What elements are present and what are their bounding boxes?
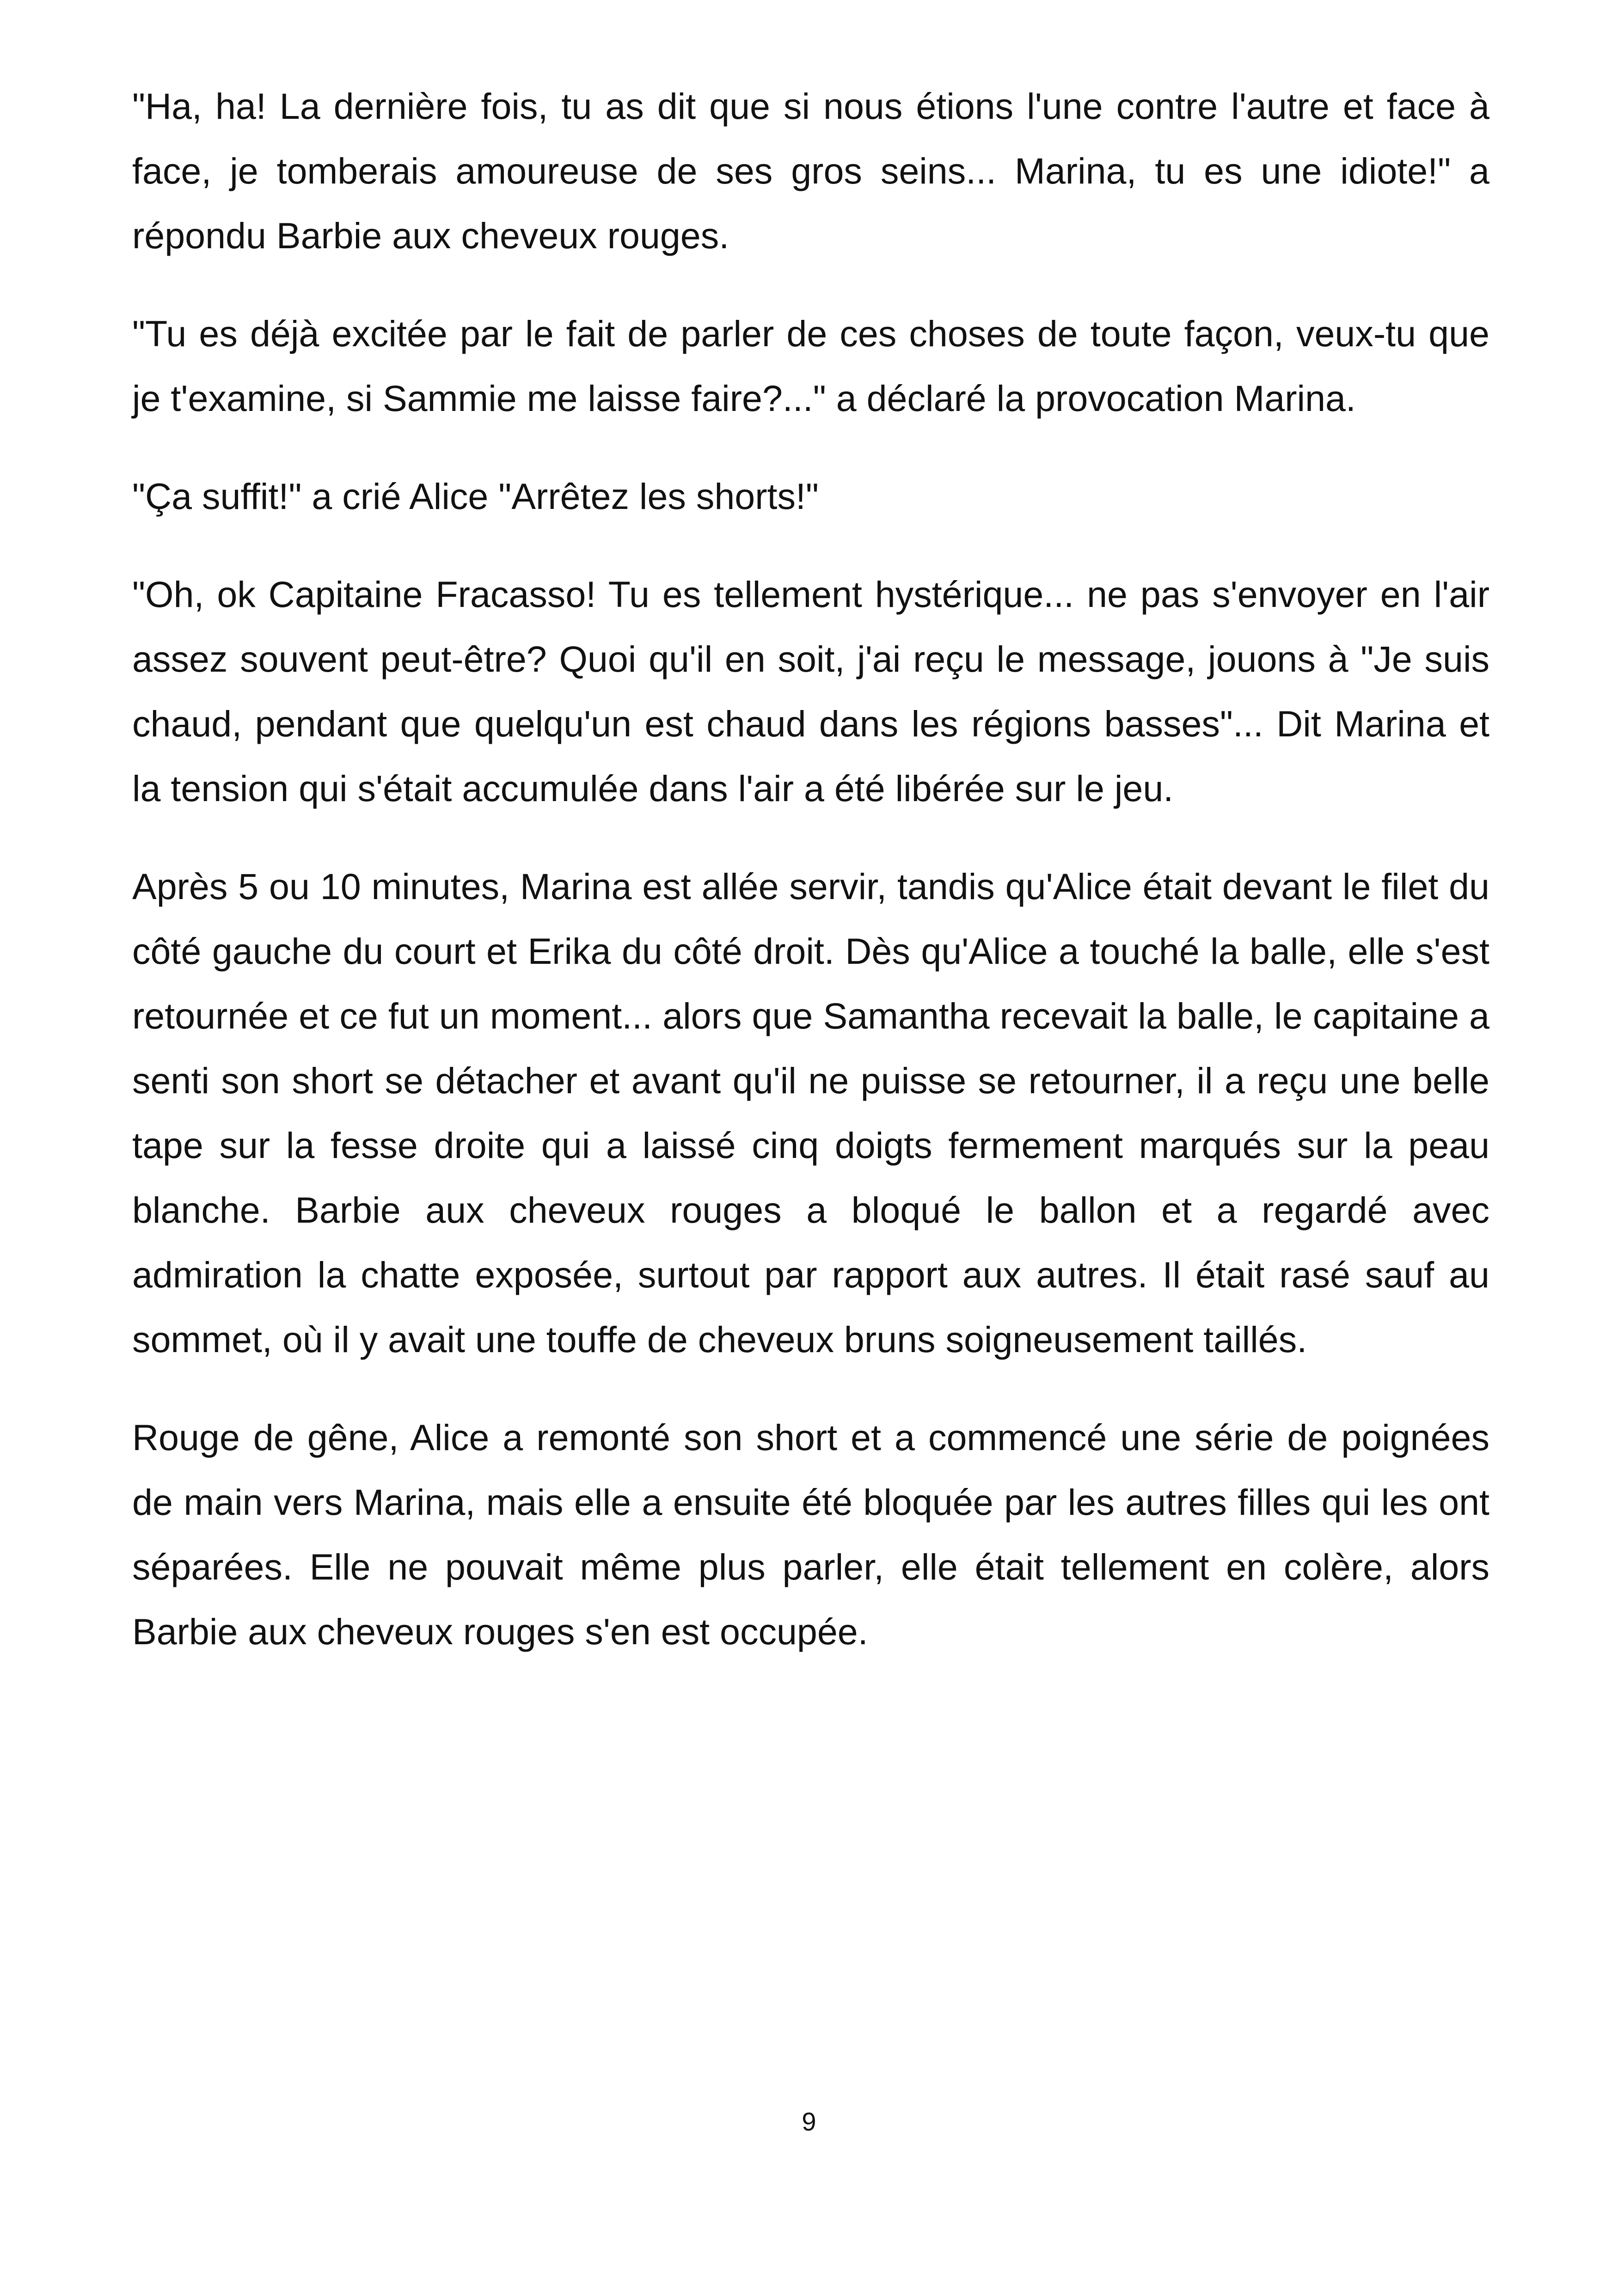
page-number: 9 (802, 2107, 816, 2136)
paragraph: Après 5 ou 10 minutes, Marina est allée servir, tandis qu'Alice était devant le filet du côté gauche du court et Erika du côté droit. Dès qu'Alice a touché la balle, elle s'est retournée et ce fut un moment... alors que Samantha recevait la balle, le capitaine a senti son short se détacher et avant qu'il ne puisse se retourner, il a reçu une belle tape sur la fesse droite qui a laissé cinq doigts fermement marqués sur la peau blanche. Barbie aux cheveux rouges a bloqué le ballon et a regardé avec admiration la chatte exposée, surtout par rapport aux autres. Il était rasé sauf au sommet, où il y avait une touffe de cheveux bruns soigneusement taillés. (132, 866, 1489, 1360)
body-text (132, 74, 1489, 1697)
paragraph: "Tu es déjà excitée par le fait de parler de ces choses de toute façon, veux-tu que je t'examine, si Sammie me laisse faire?..." a déclaré la provocation Marina. (132, 313, 1489, 419)
paragraph: "Ça suffit!" a crié Alice "Arrêtez les shorts!" (132, 476, 819, 517)
paragraph: Rouge de gêne, Alice a remonté son short et a commencé une série de poignées de main vers Marina, mais elle a ensuite été bloquée par les autres filles qui les ont séparées. Elle ne pouvait même plus parler, elle était tellement en colère, alors Barbie aux cheveux rouges s'en est occupée. (132, 1417, 1489, 1652)
paragraph: "Ha, ha! La dernière fois, tu as dit que si nous étions l'une contre l'autre et face à face, je tomberais amoureuse de ses gros seins... Marina, tu es une idiote!" a répondu Barbie aux cheveux rouges. (132, 86, 1489, 256)
paragraph: "Oh, ok Capitaine Fracasso! Tu es tellement hystérique... ne pas s'envoyer en l'air assez souvent peut-être? Quoi qu'il en soit, j'ai reçu le message, jouons à "Je suis chaud, pendant que quelqu'un est chaud dans les régions basses"... Dit Marina et la tension qui s'était accumulée dans l'air a été libérée sur le jeu. (132, 574, 1489, 809)
